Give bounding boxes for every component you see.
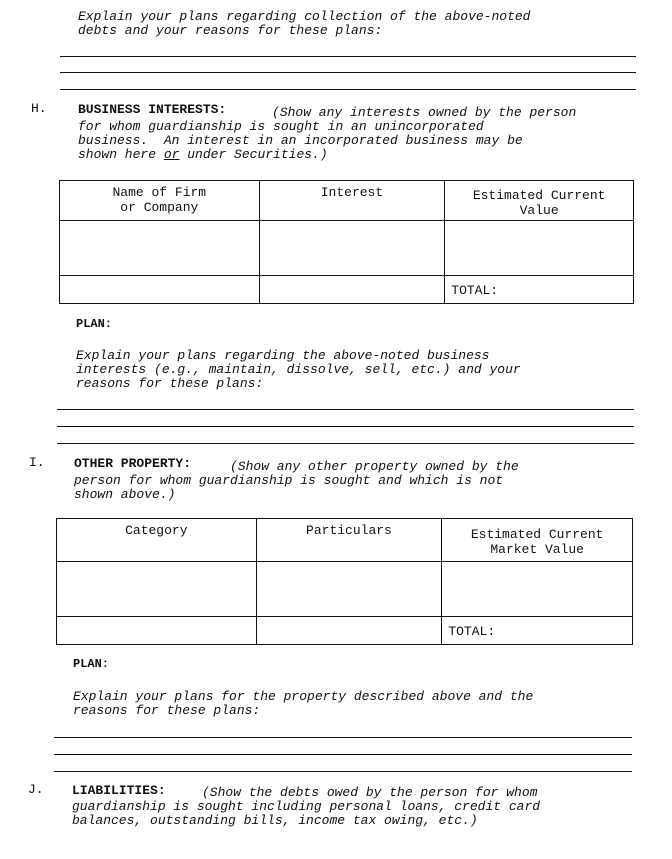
section-h-desc-line-1: (Show any interests owned by the person (272, 105, 577, 120)
section-h-plan-line-3: reasons for these plans: (76, 376, 264, 391)
col-header-particulars: Particulars (256, 519, 442, 562)
table-cell[interactable] (256, 562, 442, 617)
col-header-interest: Interest (259, 181, 445, 221)
answer-line[interactable] (60, 56, 636, 57)
section-j-desc-line-2: guardianship is sought including personal loans, credit card (72, 799, 541, 814)
header-text: or Company (120, 200, 199, 215)
section-h-desc-line-3: business. An interest in an incorporated business may be (78, 133, 523, 148)
answer-line[interactable] (54, 771, 632, 772)
answer-line[interactable] (57, 426, 634, 427)
answer-line[interactable] (57, 443, 634, 444)
section-i-desc-line-2: person for whom guardianship is sought and which is not (74, 473, 504, 488)
total-cell[interactable]: TOTAL: (442, 617, 633, 645)
section-j-letter: J. (28, 782, 44, 797)
header-text: Estimated Current (472, 188, 606, 203)
answer-line[interactable] (57, 409, 634, 410)
section-j-heading: LIABILITIES: (72, 783, 166, 798)
answer-line[interactable] (60, 72, 636, 73)
header-text: Market Value (490, 542, 584, 557)
section-i-heading: OTHER PROPERTY: (74, 456, 192, 471)
section-h-desc-line-4 (78, 148, 328, 162)
section-h-desc-line-2: for whom guardianship is sought in an unincorporated (78, 119, 484, 134)
table-cell[interactable] (256, 617, 442, 645)
col-header-market-value (442, 519, 633, 562)
desc-text: under Securities.) (179, 147, 328, 162)
answer-line[interactable] (54, 737, 632, 738)
table-cell[interactable] (259, 221, 445, 276)
other-property-table (56, 518, 633, 645)
top-explain-line-2: debts and your reasons for these plans: (78, 23, 383, 38)
col-header-firm (60, 181, 260, 221)
section-j-desc-line-1: (Show the debts owed by the person for whom (202, 785, 538, 800)
desc-or: or (163, 147, 180, 162)
section-h-letter: H. (31, 101, 47, 116)
section-i-letter: I. (29, 455, 45, 470)
section-h-heading: BUSINESS INTERESTS: (78, 102, 227, 117)
section-i-plan-line-2: reasons for these plans: (73, 703, 261, 718)
answer-line[interactable] (60, 89, 636, 90)
header-text: Name of Firm (112, 185, 207, 200)
section-h-plan-label: PLAN: (76, 317, 113, 331)
header-text: Estimated Current (470, 527, 604, 542)
section-i-desc-line-3: shown above.) (74, 487, 176, 502)
table-cell[interactable] (57, 562, 257, 617)
section-j-desc-line-3: balances, outstanding bills, income tax owing, etc.) (72, 813, 478, 828)
table-cell[interactable] (442, 562, 633, 617)
answer-line[interactable] (54, 754, 632, 755)
header-text: Value (519, 203, 559, 218)
total-cell[interactable]: TOTAL: (445, 276, 634, 304)
section-h-plan-line-1: Explain your plans regarding the above-noted business (76, 348, 490, 363)
table-cell[interactable] (60, 221, 260, 276)
desc-text: shown here (78, 147, 164, 162)
col-header-category: Category (57, 519, 257, 562)
business-interests-table (59, 180, 634, 304)
col-header-value (445, 181, 634, 221)
top-explain-line-1: Explain your plans regarding collection of the above-noted (78, 9, 531, 24)
section-i-plan-label: PLAN: (73, 657, 110, 671)
table-cell[interactable] (57, 617, 257, 645)
section-h-plan-line-2: interests (e.g., maintain, dissolve, sell, etc.) and your (76, 362, 521, 377)
table-cell[interactable] (445, 221, 634, 276)
section-i-plan-line-1: Explain your plans for the property described above and the (73, 689, 534, 704)
table-cell[interactable] (60, 276, 260, 304)
section-i-desc-line-1: (Show any other property owned by the (230, 459, 519, 474)
table-cell[interactable] (259, 276, 445, 304)
